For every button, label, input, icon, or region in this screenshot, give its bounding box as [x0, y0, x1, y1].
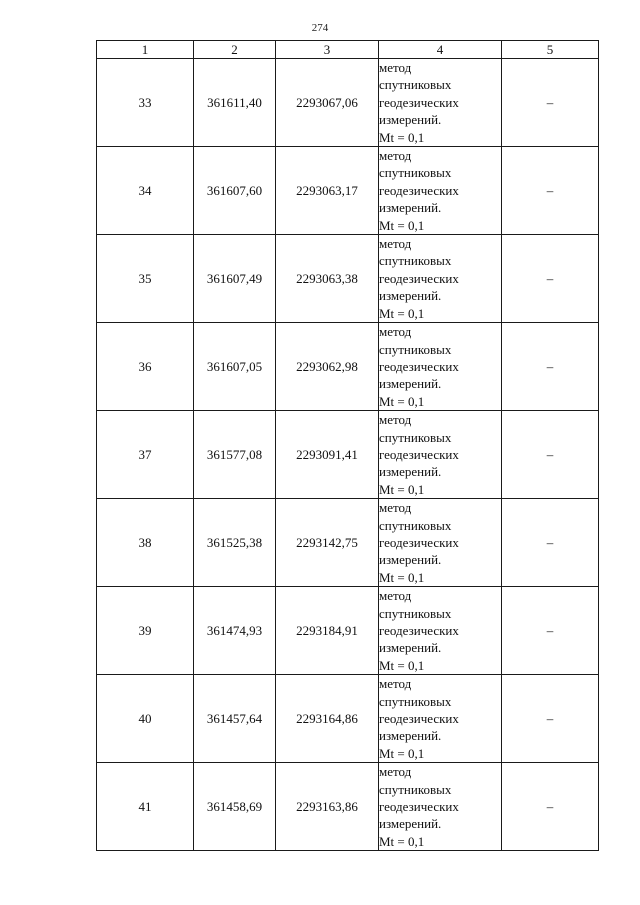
method-line: геодезических [379, 358, 459, 374]
method-cell [379, 235, 502, 323]
method-line: спутниковых [379, 429, 452, 445]
y-coordinate-cell: 2293091,41 [276, 411, 379, 499]
method-line: Mt = 0,1 [379, 393, 425, 409]
dash-mark: – [546, 182, 554, 198]
dash-mark: – [546, 622, 554, 638]
method-line: Mt = 0,1 [379, 481, 425, 497]
dash-mark: – [546, 270, 554, 286]
note-cell [502, 587, 599, 675]
method-line: Mt = 0,1 [379, 305, 425, 321]
x-coordinate-cell: 361607,49 [194, 235, 276, 323]
table-row [97, 499, 599, 587]
x-coordinate-cell: 361607,05 [194, 323, 276, 411]
header-col-5: 5 [502, 41, 599, 59]
table-row [97, 59, 599, 147]
method-line: спутниковых [379, 77, 452, 93]
method-line: спутниковых [379, 517, 452, 533]
y-coordinate-cell: 2293163,86 [276, 763, 379, 851]
x-coordinate-cell: 361457,64 [194, 675, 276, 763]
y-coordinate-cell: 2293184,91 [276, 587, 379, 675]
method-line: геодезических [379, 711, 459, 727]
table-body [97, 59, 599, 851]
note-cell [502, 499, 599, 587]
method-line: спутниковых [379, 253, 452, 269]
x-coordinate-cell: 361525,38 [194, 499, 276, 587]
method-line: Mt = 0,1 [379, 217, 425, 233]
method-line: метод [379, 764, 412, 780]
method-line: метод [379, 412, 412, 428]
method-line: измерений. [379, 464, 442, 480]
method-line: измерений. [379, 200, 442, 216]
method-cell [379, 147, 502, 235]
method-line: Mt = 0,1 [379, 129, 425, 145]
table-header-row [97, 41, 599, 59]
header-col-1: 1 [97, 41, 194, 59]
x-coordinate-cell: 361607,60 [194, 147, 276, 235]
method-line: Mt = 0,1 [379, 657, 425, 673]
table-row [97, 411, 599, 499]
method-cell [379, 675, 502, 763]
point-number-cell: 39 [97, 587, 194, 675]
table-row [97, 147, 599, 235]
note-cell [502, 675, 599, 763]
y-coordinate-cell: 2293067,06 [276, 59, 379, 147]
method-cell [379, 763, 502, 851]
point-number-cell: 33 [97, 59, 194, 147]
point-number-cell: 36 [97, 323, 194, 411]
dash-mark: – [546, 446, 554, 462]
table-row [97, 587, 599, 675]
method-line: Mt = 0,1 [379, 745, 425, 761]
method-line: геодезических [379, 799, 459, 815]
y-coordinate-cell: 2293063,38 [276, 235, 379, 323]
note-cell [502, 235, 599, 323]
dash-mark: – [546, 94, 554, 110]
table-row [97, 763, 599, 851]
method-line: Mt = 0,1 [379, 569, 425, 585]
point-number-cell: 38 [97, 499, 194, 587]
method-line: геодезических [379, 182, 459, 198]
method-line: геодезических [379, 623, 459, 638]
y-coordinate-cell: 2293063,17 [276, 147, 379, 235]
method-line: измерений. [379, 816, 442, 832]
method-line: Mt = 0,1 [379, 833, 425, 849]
method-line: метод [379, 588, 412, 604]
method-cell [379, 323, 502, 411]
table-row [97, 675, 599, 763]
method-line: геодезических [379, 270, 459, 286]
note-cell [502, 323, 599, 411]
method-line: метод [379, 236, 412, 252]
method-line: метод [379, 60, 412, 75]
x-coordinate-cell: 361611,40 [194, 59, 276, 147]
method-line: спутниковых [379, 165, 452, 181]
table-row [97, 235, 599, 323]
point-number-cell: 40 [97, 675, 194, 763]
method-line: геодезических [379, 534, 459, 550]
method-line: спутниковых [379, 605, 452, 621]
method-line: спутниковых [379, 693, 452, 709]
dash-mark: – [546, 534, 554, 550]
method-line: измерений. [379, 728, 442, 744]
header-col-3: 3 [276, 41, 379, 59]
method-line: геодезических [379, 446, 459, 462]
header-col-4: 4 [379, 41, 502, 59]
method-line: спутниковых [379, 341, 452, 357]
point-number-cell: 41 [97, 763, 194, 851]
coordinates-table [96, 40, 599, 851]
x-coordinate-cell: 361474,93 [194, 587, 276, 675]
method-line: метод [379, 324, 412, 340]
method-line: измерений. [379, 288, 442, 304]
method-line: спутниковых [379, 781, 452, 797]
method-line: метод [379, 676, 412, 692]
y-coordinate-cell: 2293142,75 [276, 499, 379, 587]
method-line: измерений. [379, 376, 442, 392]
method-line: измерений. [379, 112, 442, 128]
method-line: метод [379, 500, 412, 516]
note-cell [502, 147, 599, 235]
dash-mark: – [546, 798, 554, 814]
x-coordinate-cell: 361458,69 [194, 763, 276, 851]
method-line: измерений. [379, 552, 442, 568]
method-line: измерений. [379, 640, 442, 656]
note-cell [502, 59, 599, 147]
method-cell [379, 59, 502, 147]
y-coordinate-cell: 2293062,98 [276, 323, 379, 411]
note-cell [502, 763, 599, 851]
method-cell [379, 587, 502, 675]
method-cell [379, 411, 502, 499]
method-line: геодезических [379, 94, 459, 110]
method-line: метод [379, 148, 412, 164]
y-coordinate-cell: 2293164,86 [276, 675, 379, 763]
point-number-cell: 37 [97, 411, 194, 499]
header-col-2: 2 [194, 41, 276, 59]
point-number-cell: 35 [97, 235, 194, 323]
note-cell [502, 411, 599, 499]
table-row [97, 323, 599, 411]
x-coordinate-cell: 361577,08 [194, 411, 276, 499]
dash-mark: – [546, 358, 554, 374]
method-cell [379, 499, 502, 587]
dash-mark: – [546, 710, 554, 726]
page-number: 274 [311, 22, 329, 34]
point-number-cell: 34 [97, 147, 194, 235]
